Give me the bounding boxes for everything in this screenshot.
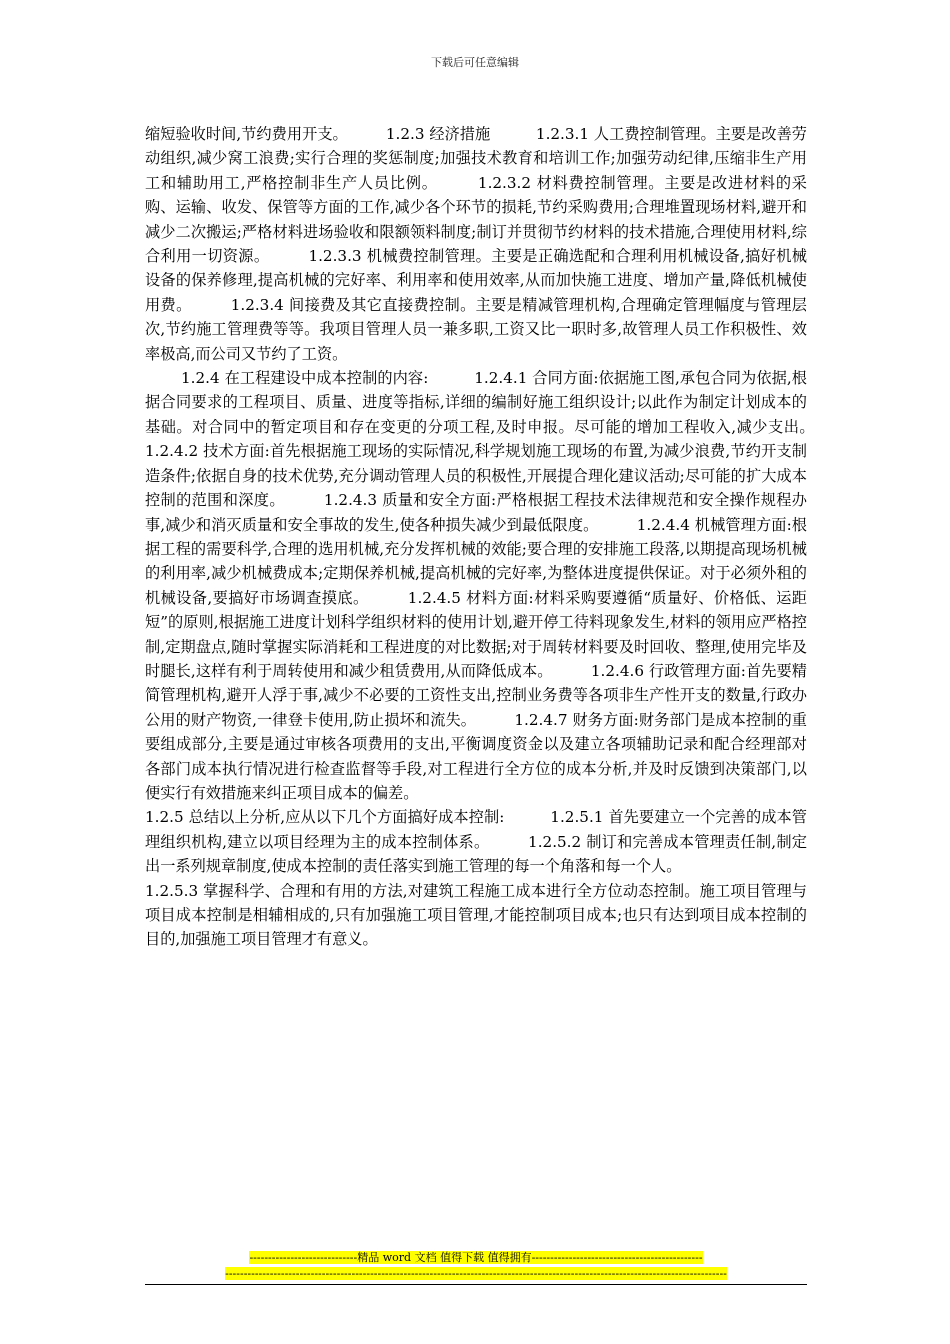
footer-dash-text: ---------------------------------------------------------------------------------------------------------------------------------------: [225, 1267, 727, 1280]
paragraph-summary: 1.2.5 总结以上分析,应从以下几个方面搞好成本控制: 1.2.5.1 首先要建立一个完善的成本管理组织机构,建立以项目经理为主的成本控制体系。 1.2.5.2 制订和完善成本管理责任制,制定出一系列规章制度,使成本控制的责任落实到施工管理的每一个角落和每一个人。: [145, 808, 807, 876]
footer-dash-line: [145, 1266, 807, 1282]
paragraph-economic-measures: 缩短验收时间,节约费用开支。 1.2.3 经济措施 1.2.3.1 人工费控制管理。主要是改善劳动组织,减少窝工浪费;实行合理的奖惩制度;加强技术教育和培训工作;加强劳动纪律,压缩非生产用工和辅助用工,严格控制非生产人员比例。 1.2.3.2 材料费控制管理。主要是改进材料的采购、运输、收发、保管等方面的工作,减少各个环节的损耗,节约采购费用;合理堆置现场材料,避开和减少二次搬运;严格材料进场验收和限额领料制度;制订并贯彻节约材料的技术措施,合理使用材料,综合利用一切资源。 1.2.3.3 机械费控制管理。主要是正确选配和合理利用机械设备,搞好机械设备的保养修理,提高机械的完好率、利用率和使用效率,从而加快施工进度、增加产量,降低机械使用费。 1.2.3.4 间接费及其它直接费控制。主要是精减管理机构,合理确定管理幅度与管理层次,节约施工管理费等等。我项目管理人员一兼多职,工资又比一职时多,故管理人员工作积极性、效率极高,而公司又节约了工资。: [145, 125, 807, 363]
page-footer: [145, 1250, 807, 1285]
footer-banner: [145, 1250, 807, 1266]
footer-rule: [145, 1284, 807, 1285]
document-body: [145, 122, 853, 952]
footer-banner-text: -----------------------------精品 word 文档 值得下载 值得拥有----------------------------------------------: [249, 1251, 703, 1264]
paragraph-cost-control-content: 1.2.4 在工程建设中成本控制的内容: 1.2.4.1 合同方面:依据施工图,承包合同为依据,根据合同要求的工程项目、质量、进度等指标,详细的编制好施工组织设计;以此作为制定计划成本的基础。对合同中的暂定项目和存在变更的分项工程,及时申报。尽可能的增加工程收入,减少支出。 1.2.4.2 技术方面:首先根据施工现场的实际情况,科学规划施工现场的布置,为减少浪费,节约开支制造条件;依据自身的技术优势,充分调动管理人员的积极性,开展提合理化建议活动;尽可能的扩大成本控制的范围和深度。 1.2.4.3 质量和安全方面:严格根据工程技术法律规范和安全操作规程办事,减少和消灭质量和安全事故的发生,使各种损失减少到最低限度。 1.2.4.4 机械管理方面:根据工程的需要科学,合理的选用机械,充分发挥机械的效能;要合理的安排施工段落,以期提高现场机械的利用率,减少机械费成本;定期保养机械,提高机械的完好率,为整体进度提供保证。对于必须外租的机械设备,要搞好市场调查摸底。 1.2.4.5 材料方面:材料采购要遵循“质量好、价格低、运距短”的原则,根据施工进度计划科学组织材料的使用计划,避开停工待料现象发生,材料的领用应严格控制,定期盘点,随时掌握实际消耗和工程进度的对比数据;对于周转材料要及时回收、整理,使用完毕及时腿长,这样有利于周转使用和减少租赁费用,从而降低成本。 1.2.4.6 行政管理方面:首先要精简管理机构,避开人浮于事,减少不必要的工资性支出,控制业务费等各项非生产性开支的数量,行政办公用的财产物资,一律登卡使用,防止损坏和流失。 1.2.4.7 财务方面:财务部门是成本控制的重要组成部分,主要是通过审核各项费用的支出,平衡调度资金以及建立各项辅助记录和配合经理部对各部门成本执行情况进行检查监督等手段,对工程进行全方位的成本分析,并及时反馈到决策部门,以便实行有效措施来纠正项目成本的偏差。: [145, 369, 853, 802]
paragraph-methods: 1.2.5.3 掌握科学、合理和有用的方法,对建筑工程施工成本进行全方位动态控制。施工项目管理与项目成本控制是相辅相成的,只有加强施工项目管理,才能控制项目成本;也只有达到项目成本控制的目的,加强施工项目管理才有意义。: [145, 881, 807, 949]
page-header: 下载后可任意编辑: [431, 56, 519, 69]
